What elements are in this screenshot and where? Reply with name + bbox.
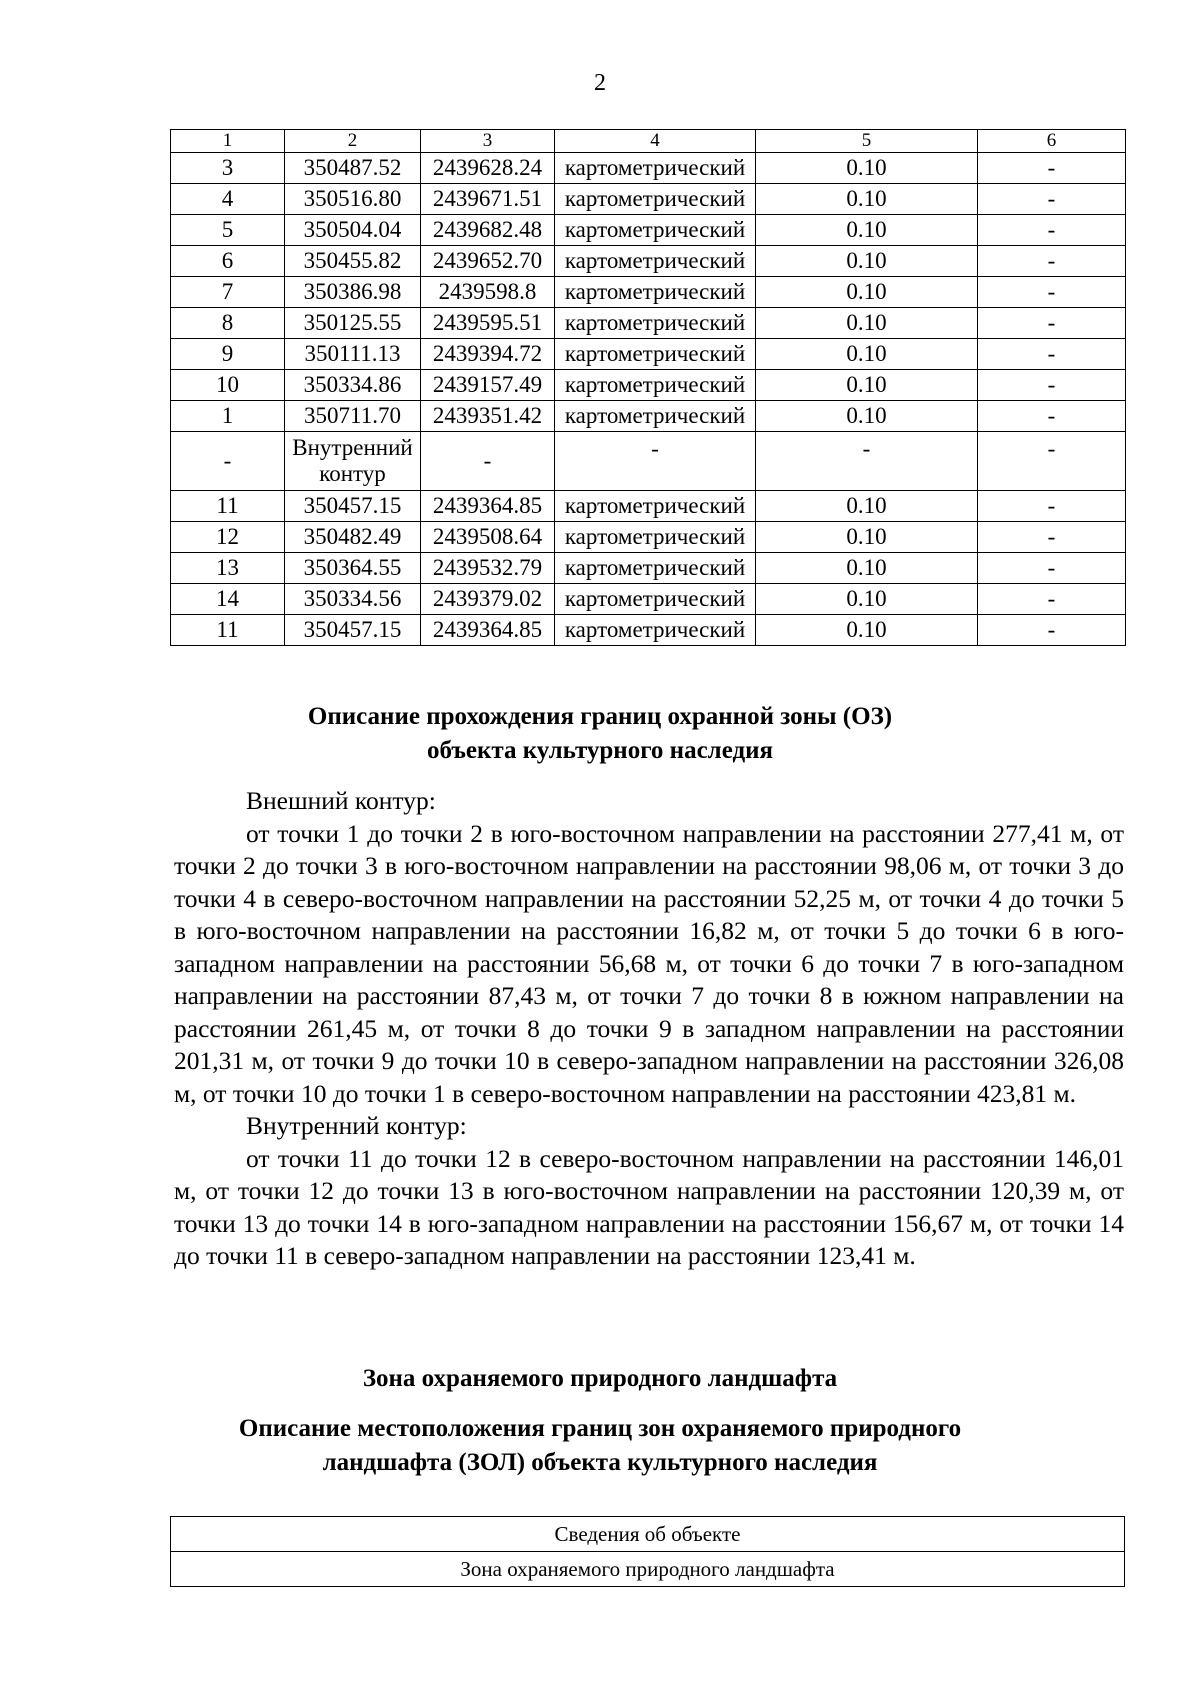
table-row xyxy=(171,277,1126,308)
table-cell: 12 xyxy=(171,522,285,553)
table-cell: 2439652.70 xyxy=(421,246,555,277)
table-cell: 5 xyxy=(171,215,285,246)
table-cell: 2439595.51 xyxy=(421,308,555,339)
table-cell: картометрический xyxy=(555,615,756,646)
table-row xyxy=(171,522,1126,553)
table-cell: 7 xyxy=(171,277,285,308)
table-cell: 350334.56 xyxy=(285,584,421,615)
table-cell: - xyxy=(978,615,1126,646)
table-cell: картометрический xyxy=(555,370,756,401)
table-row xyxy=(171,553,1126,584)
table-cell: 0.10 xyxy=(756,308,978,339)
table-cell: 0.10 xyxy=(756,553,978,584)
table-cell: 1 xyxy=(171,401,285,432)
table-row xyxy=(171,370,1126,401)
column-header: 6 xyxy=(978,130,1126,153)
table-row xyxy=(171,615,1126,646)
zol-description-line2: ландшафта (ЗОЛ) объекта культурного наследия xyxy=(322,1449,878,1476)
table-row xyxy=(171,401,1126,432)
table-cell: Внутренний контур xyxy=(285,432,421,491)
table-cell: 2439508.64 xyxy=(421,522,555,553)
table-cell: 6 xyxy=(171,246,285,277)
table-row xyxy=(171,308,1126,339)
table-cell: - xyxy=(978,184,1126,215)
table-cell: 350711.70 xyxy=(285,401,421,432)
zol-description-heading xyxy=(0,1412,1200,1480)
table-cell: 2439671.51 xyxy=(421,184,555,215)
table-cell: картометрический xyxy=(555,401,756,432)
table-cell: 0.10 xyxy=(756,153,978,184)
zol-description-line1: Описание местоположения границ зон охраняемого природного xyxy=(238,1415,962,1442)
table-cell: - xyxy=(555,432,756,491)
outer-contour-section xyxy=(174,785,1124,1273)
table-cell: 350487.52 xyxy=(285,153,421,184)
table-cell: - xyxy=(978,584,1126,615)
table-cell: 0.10 xyxy=(756,615,978,646)
table-cell: картометрический xyxy=(555,184,756,215)
table-cell: картометрический xyxy=(555,522,756,553)
table-cell: 0.10 xyxy=(756,491,978,522)
object-info-header: Сведения об объекте xyxy=(171,1517,1125,1552)
table-cell: 350386.98 xyxy=(285,277,421,308)
page-number: 2 xyxy=(594,70,606,96)
table-cell: картометрический xyxy=(555,308,756,339)
table-cell: 2439379.02 xyxy=(421,584,555,615)
column-header: 5 xyxy=(756,130,978,153)
table-cell: 11 xyxy=(171,615,285,646)
table-cell: 350457.15 xyxy=(285,615,421,646)
coordinates-table xyxy=(170,129,1126,646)
table-cell: - xyxy=(978,370,1126,401)
column-header: 2 xyxy=(285,130,421,153)
table-cell: - xyxy=(978,432,1126,491)
table-row xyxy=(171,153,1126,184)
table-cell: 0.10 xyxy=(756,277,978,308)
table-row xyxy=(171,339,1126,370)
table-cell: 10 xyxy=(171,370,285,401)
table-cell: 2439157.49 xyxy=(421,370,555,401)
table-cell: картометрический xyxy=(555,246,756,277)
table-cell: 350334.86 xyxy=(285,370,421,401)
table-cell: - xyxy=(756,432,978,491)
table-cell: 350504.04 xyxy=(285,215,421,246)
table-cell: картометрический xyxy=(555,277,756,308)
table-cell: 350482.49 xyxy=(285,522,421,553)
table-cell: 2439364.85 xyxy=(421,615,555,646)
table-cell: 350455.82 xyxy=(285,246,421,277)
inner-contour-text: от точки 11 до точки 12 в северо-восточном направлении на расстоянии 146,01 м, от точки 12 до точки 13 в юго-восточном направлении на расстоянии 120,39 м, от точки 13 до точки 14 в юго-западном направлении на расстоянии 156,67 м, от точки 14 до точки 11 в северо-западном направлении на расстоянии 123,41 м. xyxy=(174,1143,1124,1270)
inner-contour-label: Внутренний контур: xyxy=(246,1111,467,1140)
table-cell: 0.10 xyxy=(756,522,978,553)
table-cell: 14 xyxy=(171,584,285,615)
table-cell: 350111.13 xyxy=(285,339,421,370)
table-header-row xyxy=(171,130,1126,153)
table-cell: 0.10 xyxy=(756,246,978,277)
table-cell: - xyxy=(978,153,1126,184)
table-cell: 0.10 xyxy=(756,401,978,432)
table-cell: 11 xyxy=(171,491,285,522)
outer-contour-text: от точки 1 до точки 2 в юго-восточном направлении на расстоянии 277,41 м, от точки 2 до точки 3 в юго-восточном направлении на расстоянии 98,06 м, от точки 3 до точки 4 в северо-восточном направлении на расстоянии 52,25 м, от точки 4 до точки 5 в юго-восточном направлении на расстоянии 16,82 м, от точки 5 до точки 6 в юго-западном направлении на расстоянии 56,68 м, от точки 6 до точки 7 в юго-западном направлении на расстоянии 87,43 м, от точки 7 до точки 8 в южном направлении на расстоянии 261,45 м, от точки 8 до точки 9 в западном направлении на расстоянии 201,31 м, от точки 9 до точки 10 в северо-западном направлении на расстоянии 326,08 м, от точки 10 до точки 1 в северо-восточном направлении на расстоянии 423,81 м. xyxy=(174,818,1124,1108)
table-cell: 2439364.85 xyxy=(421,491,555,522)
table-cell: - xyxy=(978,277,1126,308)
table-cell: 0.10 xyxy=(756,584,978,615)
table-cell: 0.10 xyxy=(756,184,978,215)
table-cell: 350125.55 xyxy=(285,308,421,339)
table-cell: 350364.55 xyxy=(285,553,421,584)
table-cell: картометрический xyxy=(555,153,756,184)
zol-section-heading: Зона охраняемого природного ландшафта xyxy=(362,1365,838,1392)
table-cell: 8 xyxy=(171,308,285,339)
table-cell: 2439351.42 xyxy=(421,401,555,432)
table-cell: 9 xyxy=(171,339,285,370)
table-cell: - xyxy=(171,432,285,491)
table-row xyxy=(171,184,1126,215)
table-cell: 13 xyxy=(171,553,285,584)
table-cell: - xyxy=(978,308,1126,339)
table-cell: 0.10 xyxy=(756,215,978,246)
oz-heading xyxy=(0,700,1200,768)
column-header: 3 xyxy=(421,130,555,153)
object-info-value: Зона охраняемого природного ландшафта xyxy=(171,1552,1125,1587)
table-cell: 4 xyxy=(171,184,285,215)
table-cell: - xyxy=(978,339,1126,370)
oz-heading-line2: объекта культурного наследия xyxy=(426,737,774,764)
table-cell: картометрический xyxy=(555,215,756,246)
table-row xyxy=(171,491,1126,522)
table-cell: 2439682.48 xyxy=(421,215,555,246)
table-cell: картометрический xyxy=(555,491,756,522)
table-cell: - xyxy=(421,432,555,491)
table-cell: - xyxy=(978,553,1126,584)
column-header: 4 xyxy=(555,130,756,153)
table-cell: 350457.15 xyxy=(285,491,421,522)
table-cell: 2439598.8 xyxy=(421,277,555,308)
table-cell: 3 xyxy=(171,153,285,184)
table-cell: - xyxy=(978,522,1126,553)
column-header: 1 xyxy=(171,130,285,153)
object-info-table xyxy=(170,1516,1125,1587)
table-cell: картометрический xyxy=(555,339,756,370)
table-cell: 2439628.24 xyxy=(421,153,555,184)
table-cell: - xyxy=(978,401,1126,432)
table-cell: 2439394.72 xyxy=(421,339,555,370)
oz-heading-line1: Описание прохождения границ охранной зоны (ОЗ) xyxy=(307,703,893,730)
table-row xyxy=(171,246,1126,277)
table-cell: картометрический xyxy=(555,553,756,584)
table-cell: 0.10 xyxy=(756,370,978,401)
table-cell: 0.10 xyxy=(756,339,978,370)
table-row xyxy=(171,584,1126,615)
table-cell: 350516.80 xyxy=(285,184,421,215)
table-cell: - xyxy=(978,246,1126,277)
outer-contour-label: Внешний контур: xyxy=(246,786,436,815)
table-cell: - xyxy=(978,215,1126,246)
table-cell: - xyxy=(978,491,1126,522)
table-row xyxy=(171,215,1126,246)
table-cell: 2439532.79 xyxy=(421,553,555,584)
table-row xyxy=(171,432,1126,491)
table-cell: картометрический xyxy=(555,584,756,615)
